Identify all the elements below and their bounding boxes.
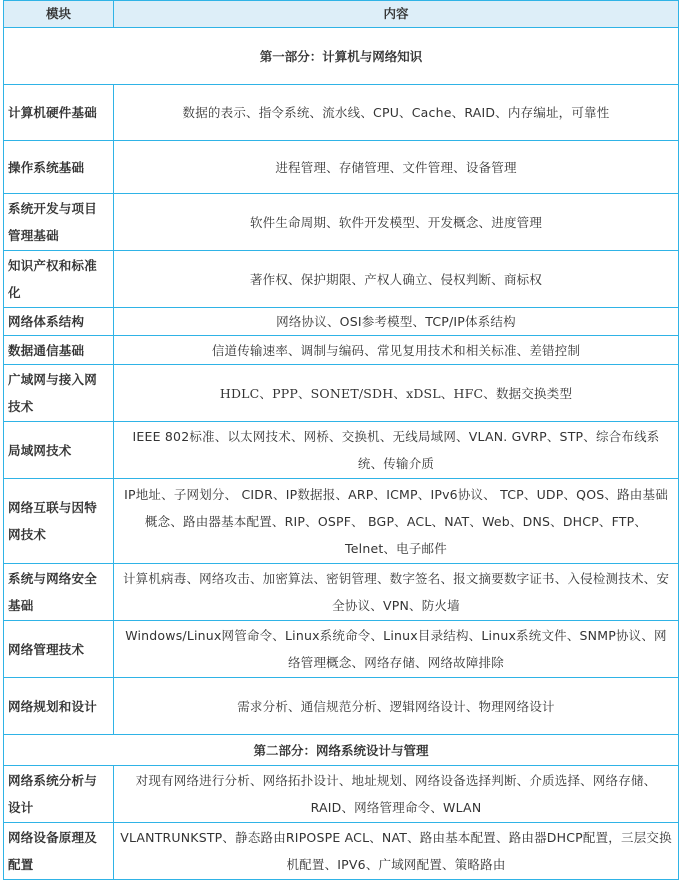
module-content: 软件生命周期、软件开发模型、开发概念、进度管理 bbox=[114, 194, 679, 251]
header-row bbox=[4, 1, 679, 28]
module-content: 需求分析、通信规范分析、逻辑网络设计、物理网络设计 bbox=[114, 678, 679, 735]
table-row bbox=[4, 365, 679, 422]
module-label: 网络互联与因特网技术 bbox=[4, 479, 114, 564]
module-label: 操作系统基础 bbox=[4, 141, 114, 194]
section-row-part1 bbox=[4, 28, 679, 85]
module-label: 广域网与接入网技术 bbox=[4, 365, 114, 422]
section-title-part2: 第二部分：网络系统设计与管理 bbox=[4, 735, 679, 766]
table-row bbox=[4, 85, 679, 141]
table-row bbox=[4, 194, 679, 251]
module-content: Windows/Linux网管命令、Linux系统命令、Linux目录结构、Linux系统文件、SNMP协议、网络管理概念、网络存储、网络故障排除 bbox=[114, 621, 679, 678]
table-row bbox=[4, 308, 679, 336]
module-label: 系统与网络安全基础 bbox=[4, 564, 114, 621]
table-row bbox=[4, 422, 679, 479]
module-content: IEEE 802标准、以太网技术、网桥、交换机、无线局域网、VLAN. GVRP、STP、综合布线系统、传输介质 bbox=[114, 422, 679, 479]
table-row bbox=[4, 564, 679, 621]
module-content: HDLC、PPP、SONET/SDH、xDSL、HFC、数据交换类型 bbox=[114, 365, 679, 422]
syllabus-table bbox=[3, 0, 679, 880]
module-content: 著作权、保护期限、产权人确立、侵权判断、商标权 bbox=[114, 251, 679, 308]
header-module: 模块 bbox=[4, 1, 114, 28]
table-row bbox=[4, 251, 679, 308]
module-content: 网络协议、OSI参考模型、TCP/IP体系结构 bbox=[114, 308, 679, 336]
module-content: 数据的表示、指令系统、流水线、CPU、Cache、RAID、内存编址，可靠性 bbox=[114, 85, 679, 141]
module-content: VLANTRUNKSTP、静态路由RIPOSPE ACL、NAT、路由基本配置、路由器DHCP配置，三层交换机配置、IPV6、广域网配置、策略路由 bbox=[114, 823, 679, 880]
module-content: 计算机病毒、网络攻击、加密算法、密钥管理、数字签名、报文摘要数字证书、入侵检测技术、安全协议、VPN、防火墙 bbox=[114, 564, 679, 621]
table-row bbox=[4, 336, 679, 365]
module-label: 知识产权和标准化 bbox=[4, 251, 114, 308]
header-content: 内容 bbox=[114, 1, 679, 28]
module-label: 网络体系结构 bbox=[4, 308, 114, 336]
module-label: 系统开发与项目管理基础 bbox=[4, 194, 114, 251]
module-label: 网络系统分析与设计 bbox=[4, 766, 114, 823]
table-row bbox=[4, 823, 679, 880]
module-label: 网络规划和设计 bbox=[4, 678, 114, 735]
module-label: 数据通信基础 bbox=[4, 336, 114, 365]
table-row bbox=[4, 678, 679, 735]
module-label: 局域网技术 bbox=[4, 422, 114, 479]
module-label: 网络管理技术 bbox=[4, 621, 114, 678]
section-row-part2 bbox=[4, 735, 679, 766]
table-row bbox=[4, 141, 679, 194]
module-content: 进程管理、存储管理、文件管理、设备管理 bbox=[114, 141, 679, 194]
table-row bbox=[4, 479, 679, 564]
module-content: 信道传输速率、调制与编码、常见复用技术和相关标准、差错控制 bbox=[114, 336, 679, 365]
table-row bbox=[4, 766, 679, 823]
module-content: IP地址、子网划分、 CIDR、IP数据报、ARP、ICMP、IPv6协议、 TCP、UDP、QOS、路由基础概念、路由器基本配置、RIP、OSPF、 BGP、ACL、NAT、Web、DNS、DHCP、FTP、Telnet、电子邮件 bbox=[114, 479, 679, 564]
module-content: 对现有网络进行分析、网络拓扑设计、地址规划、网络设备选择判断、介质选择、网络存储、RAID、网络管理命令、WLAN bbox=[114, 766, 679, 823]
table-row bbox=[4, 621, 679, 678]
module-label: 网络设备原理及配置 bbox=[4, 823, 114, 880]
module-label: 计算机硬件基础 bbox=[4, 85, 114, 141]
section-title-part1: 第一部分：计算机与网络知识 bbox=[4, 28, 679, 85]
